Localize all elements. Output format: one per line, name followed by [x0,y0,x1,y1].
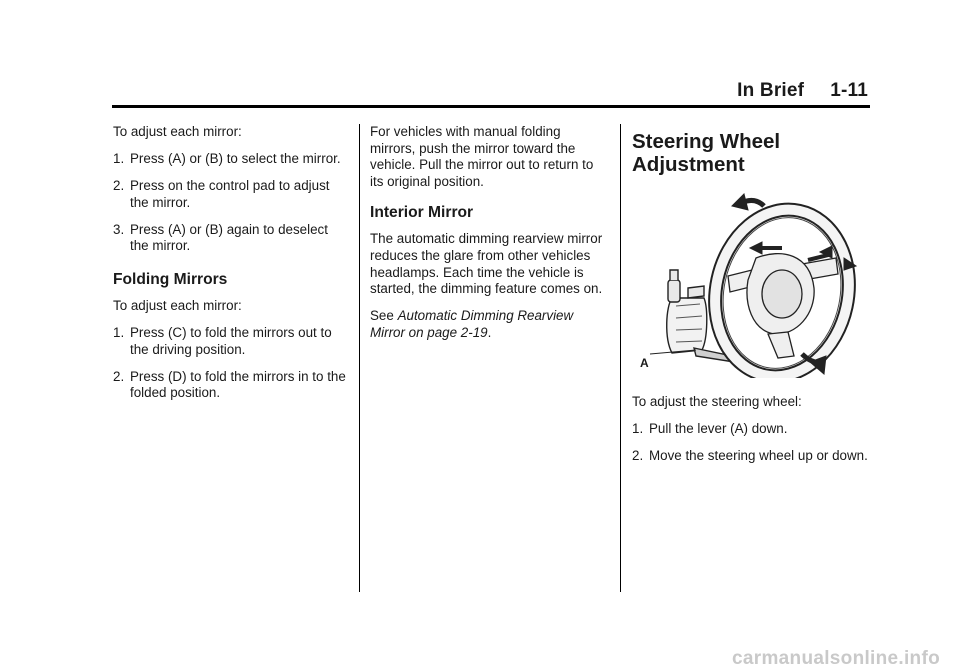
step-number: 1. [113,151,125,167]
steering-wheel-drawing [632,188,872,378]
step-number: 2. [113,178,125,194]
reference-link[interactable]: Automatic Dimming Rearview Mirror on page 2-19 [370,308,574,340]
footer-watermark: carmanualsonline.info [732,648,940,669]
steering-wheel-illustration [632,188,872,378]
mirror-step-2 [113,178,350,211]
column-divider-1 [359,124,360,592]
interior-mirror-heading: Interior Mirror [370,204,474,222]
step-text: Press on the control pad to adjust the mirror. [130,178,330,210]
mirror-step-3 [113,222,350,255]
step-number: 3. [113,221,125,237]
step-number: 2. [632,448,644,464]
title-line-2: Adjustment [632,153,745,176]
see-label: See [370,308,394,324]
steering-wheel-title [632,130,872,176]
reference-period: . [487,324,492,340]
folding-intro: To adjust each mirror: [113,298,242,314]
folding-step-1 [113,325,350,358]
column-3 [632,124,872,475]
header-rule [112,105,870,108]
step-number: 1. [632,421,644,437]
mirror-step-1 [113,151,350,168]
step-text: Move the steering wheel up or down. [649,448,868,464]
column-2 [370,124,604,352]
step-text: Press (A) or (B) again to deselect the mirror. [130,221,328,254]
step-text: Pull the lever (A) down. [649,421,788,437]
steering-step-1 [632,421,872,438]
column-divider-2 [620,124,621,592]
see-reference [370,308,604,341]
column-1 [113,124,350,413]
folding-step-2 [113,369,350,402]
page-header [112,78,870,108]
steering-intro: To adjust the steering wheel: [632,394,802,409]
page-number: 1-11 [830,80,868,101]
steering-step-2 [632,448,872,465]
step-number: 1. [113,325,125,341]
figure-callout-a: A [640,356,649,370]
step-text: Press (C) to fold the mirrors out to the driving position. [130,325,332,357]
header-section-title: In Brief [737,80,805,101]
step-text: Press (A) or (B) to select the mirror. [130,151,341,167]
title-line-1: Steering Wheel [632,130,781,153]
step-text: Press (D) to fold the mirrors in to the folded position. [130,368,346,401]
interior-mirror-body: The automatic dimming rearview mirror reduces the glare from other vehicles headlamps. Each time the vehicle is started, the dimming feature comes on. [370,231,603,297]
header-text [737,80,868,102]
manual-folding-text: For vehicles with manual folding mirrors, push the mirror toward the vehicle. Pull the mirror out to return to its original position. [370,124,594,189]
folding-mirrors-heading: Folding Mirrors [113,271,228,289]
step-number: 2. [113,368,125,384]
mirror-intro: To adjust each mirror: [113,124,242,139]
